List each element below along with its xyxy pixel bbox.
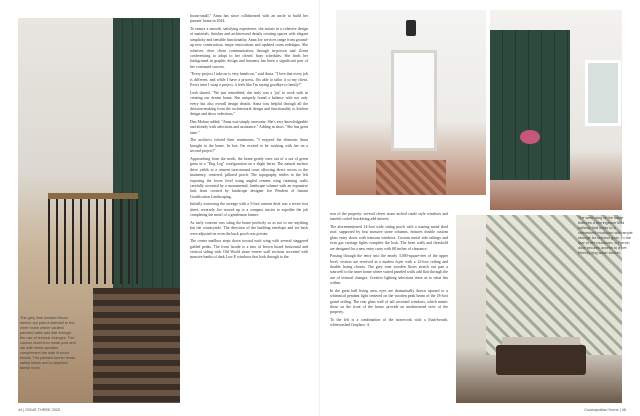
hallway-photo [336, 10, 486, 195]
stair-railing [48, 193, 138, 284]
body-paragraph: To ensure a smooth, satisfying experience, she assists in a cohesive design of materials, finishes and architectural details creating spaces with elegant simplicity and sensible functionality. Anna Joy services range from ground-up new construction, major renovations and updated room redesigns. She achieves clear client communication through in-person and Zoom conferencing to adapt to her clients' busy schedules. She finds her background in graphic design and business has been a significant part of her continued success. [190, 27, 308, 69]
flower-vase [520, 130, 540, 144]
body-paragraph: The center mailbox steps down toward each wing with several staggered gabled peaks. The front facade is a mix of brown board horizontal and vertical siding with Old World stone veneer wall sections accented with massive banks of dark Low E windows that look through to the [190, 239, 308, 260]
right-folio: Cosmopolitan Home | 45 [584, 408, 626, 412]
mudroom-photo [490, 10, 622, 210]
mudroom-window [585, 60, 621, 126]
body-paragraph: Approaching from the north, the home gently rises out of a sea of green grass in a "Dog Leg" configuration on a slight berm. The natural surface drive yields to a cement turn-around court allowing direct access to the mainentry, centered, pillared porch. The topography settles to the left exposing the lower level using angled cement wing retaining walls carefully accented by a monumental, landscape scheme with an expansive lush lawn created by landscape designer Joe Pendent of Instant Gratification Landscaping. [190, 156, 308, 199]
hall-door [391, 50, 437, 151]
body-paragraph: rear of the property: several clever stone arched castle style windows and tasteful corbel bracketing add interest. [330, 212, 448, 222]
right-body-column [330, 212, 448, 331]
left-folio: 44 | ISSUE THREE 2025 [18, 408, 61, 412]
body-paragraph: "Every project I take on is very hands-on," said Anna. "I love that every job is different, and while I have a process, I'm able to tailor it to my client. Every time I wrap a project, it feels like I'm saying goodbye to family!" [190, 72, 308, 88]
body-paragraph: As early concern was siting the home perfectly so as not to see anything but the countryside. The direction of the building envelope and set back were adjusted on even the back porch was private. [190, 220, 308, 236]
body-paragraph: Leah shared, "We just remodeled, she truly was a 'joy' to work with in creating our dream home. She uniquely found a balance with not only every but also overall design details. Anna was helpful through all the decision-making from the architectural design and functionality to kitchen design and decor selections." [190, 90, 308, 117]
body-paragraph: Passing through the entry into the nearly 3,000-square-feet of the upper level, visitors are received in a modest foyer with a 12-foot ceiling and double facing closets. The grey tone wooden floors stretch out past a stairwell to the inner home where varied paneled walls add flair through the use of textural changes. Creative lighting selections tease us to what lies within. [330, 254, 448, 286]
green-cabinetry [490, 30, 570, 180]
body-paragraph: To the left is a combination of the stonework with a flush-hearth, whitewashed fireplace. A [330, 318, 448, 328]
pendant-lamp [406, 20, 416, 36]
herringbone-floor [376, 160, 446, 195]
body-paragraph: In the great hall living area, eyes are dramatically drawn upward to a whimsical pendant light centered on the wooden peak beam of the 18-foot grand ceiling. The rear glass wall of tall accented windows, which mimic those on the front of the home, provide an unobstructed view of the property. [330, 288, 448, 315]
wooden-bench [496, 345, 586, 375]
right-caption: The west wing of the home features a herringbone tiled hallway that leads to a convenient mudroom with ample storage for outdoor gear. To the rear of the mudroom, a French door secures access to a pet friendly dog wash station. [578, 216, 633, 255]
left-body-column [190, 14, 308, 263]
body-paragraph: house:small," Anna has since collaborated with an uncle to build her parents' home in 2024. [190, 14, 308, 24]
left-caption: The grey lime wooden floors stretch out past a stairwell to the inner home where vaulted paneled walls add flair through the use of textural changes. The custom wood iron metal post and rail with metal spindles complement the side lit wood treads. The padded runner lends safety below and a carpeted family room. [20, 316, 76, 370]
body-paragraph: Dan Molnar added, "Anna was simply awesome. She's very knowledgeable and already with selections and assistance." Adding in short, "She has great taste." [190, 120, 308, 135]
body-paragraph: The aforementioned 14-foot wide sitting porch with a soaring metal shed roof, supported by four massive stone columns, features double custom glass entry doors with transom windows. Custom metal side railings and twin gas carriage lights complete the look. The front walls and threshold are designed for a new entry carry with 68 inches of clearance. [330, 225, 448, 251]
stair-treads [93, 288, 180, 403]
body-paragraph: Initially traversing the acreage with a 5-foot cement deck was a seven foot sheet, reversely Joe moved up to a compact tractor to expedite the job completing the motif of a gentleman farmer. [190, 202, 308, 218]
body-paragraph: The architect echoed their sentiments, "I enjoyed the elements Anna brought to the home. In fact, I'm excited to be working with her on a second project!" [190, 138, 308, 154]
